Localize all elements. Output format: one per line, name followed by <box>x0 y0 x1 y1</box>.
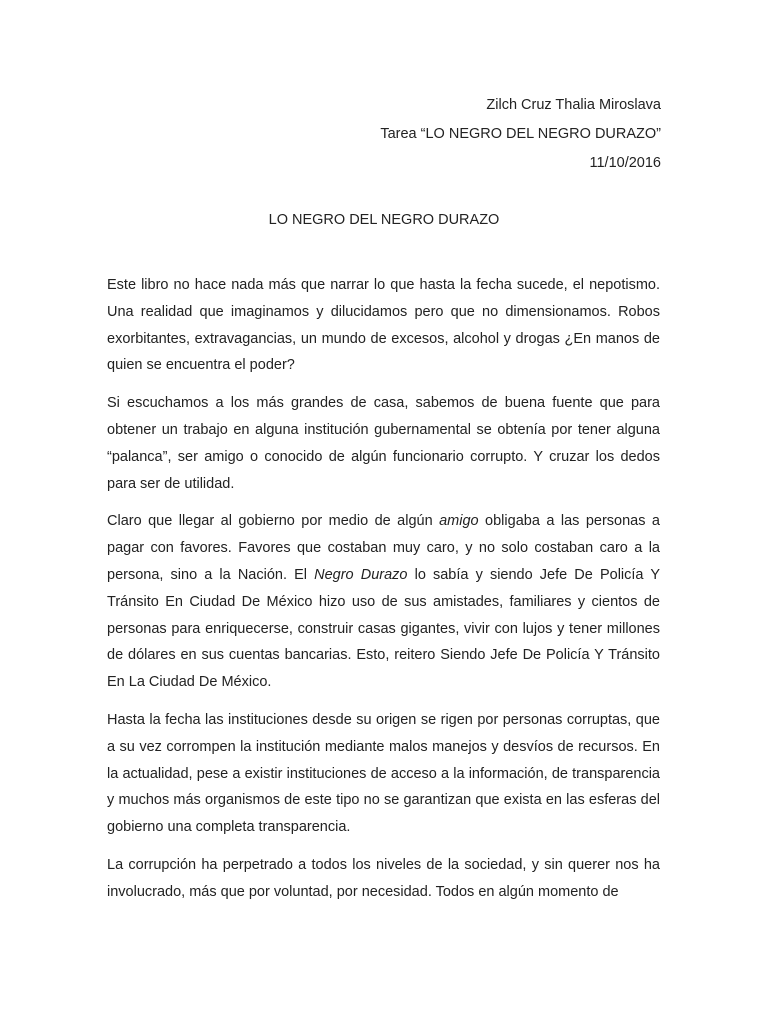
assignment-title: Tarea “LO NEGRO DEL NEGRO DURAZO” <box>380 126 661 142</box>
paragraph-3-text-e: lo sabía y siendo Jefe De Policía Y Tránsito En Ciudad De México hizo uso de sus amistades, familiares y cientos de personas para enriquecerse, construir casas gigantes, vivir con lujos y tener millones de dólares en sus cuentas bancarias. Esto, reitero Siendo Jefe De Policía Y Tránsito En La Ciudad De México. <box>107 566 661 691</box>
paragraph-3-italic-amigo: amigo <box>439 513 479 530</box>
document-title: LO NEGRO DEL NEGRO DURAZO <box>268 212 500 228</box>
document-header <box>380 91 661 178</box>
author-name: Zilch Cruz Thalia Miroslava <box>486 97 661 113</box>
paragraph-4: Hasta la fecha las instituciones desde su origen se rigen por personas corruptas, que a su vez corrompen la institución mediante malos manejos y desvíos de recursos. En la actualidad, pese a existir instituciones de acceso a la información, de transparencia y muchos más organismos de este tipo no se garantizan que exista en las esferas del gobierno una completa transparencia. <box>107 711 660 836</box>
paragraph-3-text-c: obligaba a las personas a pagar con favores. Favores que costaban muy caro, y no solo costaban caro a la persona, sino a la Nación. El <box>107 513 660 583</box>
paragraph-5: La corrupción ha perpetrado a todos los niveles de la sociedad, y sin querer nos ha involucrado, más que por voluntad, por necesidad. Todos en algún momento de <box>107 856 660 900</box>
paragraph-1: Este libro no hace nada más que narrar lo que hasta la fecha sucede, el nepotismo. Una realidad que imaginamos y dilucidamos pero que no dimensionamos. Robos exorbitantes, extravagancias, un mundo de excesos, alcohol y drogas ¿En manos de quien se encuentra el poder? <box>107 277 660 374</box>
document-body <box>107 272 660 917</box>
paragraph-2: Si escuchamos a los más grandes de casa, sabemos de buena fuente que para obtener un trabajo en alguna institución gubernamental se obtenía por tener alguna “palanca”, ser amigo o conocido de algún funcionario corrupto. Y cruzar los dedos para ser de utilidad. <box>107 395 660 492</box>
paragraph-3 <box>107 508 660 696</box>
paragraph-3-italic-negro-durazo: Negro Durazo <box>314 566 408 583</box>
paragraph-3-text-a: Claro que llegar al gobierno por medio de algún <box>107 513 440 530</box>
document-date: 11/10/2016 <box>589 155 661 171</box>
